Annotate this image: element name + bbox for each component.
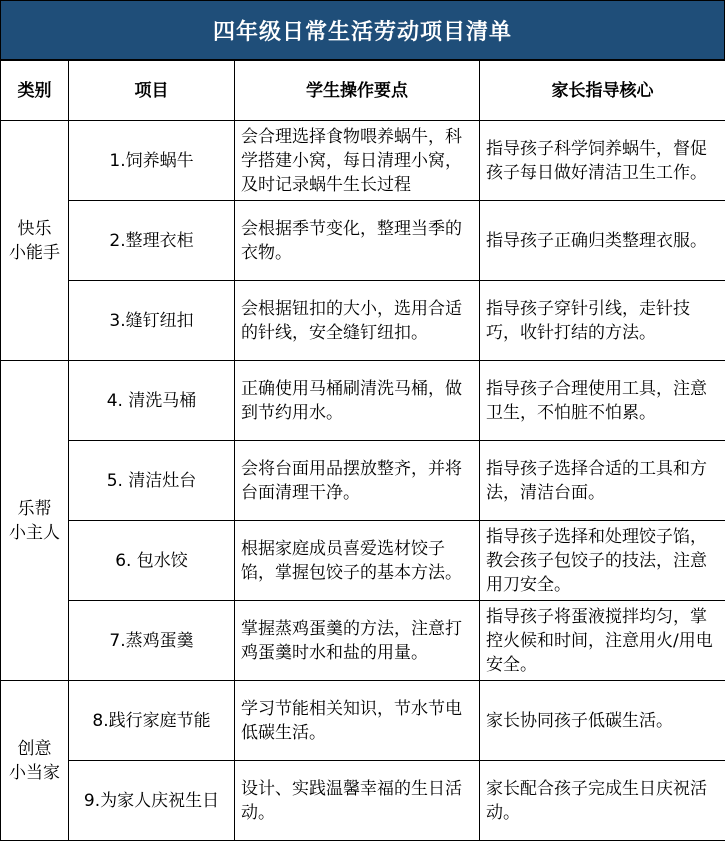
table-row	[1, 601, 725, 681]
student-points-cell: 掌握蒸鸡蛋羹的方法，注意打鸡蛋羹时水和盐的用量。	[235, 601, 480, 681]
category-label-line1: 快乐	[17, 218, 52, 239]
student-points-cell: 学习节能相关知识，节水节电低碳生活。	[235, 681, 480, 761]
parent-guidance-cell: 指导孩子将蛋液搅拌均匀，掌控火候和时间，注意用火/用电安全。	[480, 601, 725, 681]
parent-guidance-cell: 家长配合孩子完成生日庆祝活动。	[480, 761, 725, 841]
parent-guidance-cell: 指导孩子正确归类整理衣服。	[480, 201, 725, 281]
category-cell	[1, 361, 69, 681]
parent-guidance-cell: 家长协同孩子低碳生活。	[480, 681, 725, 761]
table-row	[1, 361, 725, 441]
header-student-points: 学生操作要点	[235, 61, 480, 121]
table-row	[1, 281, 725, 361]
student-points-cell: 会根据季节变化，整理当季的衣物。	[235, 201, 480, 281]
parent-guidance-cell: 指导孩子科学饲养蜗牛，督促孩子每日做好清洁卫生工作。	[480, 121, 725, 201]
student-points-cell: 设计、实践温馨幸福的生日活动。	[235, 761, 480, 841]
parent-guidance-cell: 指导孩子选择合适的工具和方法，清洁台面。	[480, 441, 725, 521]
category-cell	[1, 681, 69, 841]
parent-guidance-cell: 指导孩子合理使用工具，注意卫生，不怕脏不怕累。	[480, 361, 725, 441]
category-cell	[1, 121, 69, 361]
item-cell: 4. 清洗马桶	[69, 361, 235, 441]
table-header-row	[1, 61, 725, 121]
student-points-cell: 会合理选择食物喂养蜗牛，科学搭建小窝，每日清理小窝，及时记录蜗牛生长过程	[235, 121, 480, 201]
table-row	[1, 681, 725, 761]
category-label-line2: 小能手	[9, 242, 60, 263]
table-row	[1, 761, 725, 841]
table-row	[1, 201, 725, 281]
item-cell: 5. 清洁灶台	[69, 441, 235, 521]
student-points-cell: 根据家庭成员喜爱选材饺子馅，掌握包饺子的基本方法。	[235, 521, 480, 601]
student-points-cell: 会根据钮扣的大小，选用合适的针线，安全缝钉纽扣。	[235, 281, 480, 361]
student-points-cell: 会将台面用品摆放整齐，并将台面清理干净。	[235, 441, 480, 521]
item-cell: 2.整理衣柜	[69, 201, 235, 281]
document-title: 四年级日常生活劳动项目清单	[0, 0, 725, 60]
labor-items-table	[0, 60, 725, 841]
category-label-line2: 小当家	[9, 762, 60, 783]
category-label-line1: 创意	[17, 738, 52, 759]
table-row	[1, 521, 725, 601]
category-label-line2: 小主人	[9, 522, 60, 543]
header-category: 类别	[1, 61, 69, 121]
table-row	[1, 441, 725, 521]
table-row	[1, 121, 725, 201]
item-cell: 9.为家人庆祝生日	[69, 761, 235, 841]
header-parent-guidance: 家长指导核心	[480, 61, 725, 121]
parent-guidance-cell: 指导孩子选择和处理饺子馅，教会孩子包饺子的技法，注意用刀安全。	[480, 521, 725, 601]
item-cell: 3.缝钉纽扣	[69, 281, 235, 361]
item-cell: 6. 包水饺	[69, 521, 235, 601]
item-cell: 7.蒸鸡蛋羹	[69, 601, 235, 681]
student-points-cell: 正确使用马桶刷清洗马桶，做到节约用水。	[235, 361, 480, 441]
item-cell: 8.践行家庭节能	[69, 681, 235, 761]
parent-guidance-cell: 指导孩子穿针引线，走针技巧，收针打结的方法。	[480, 281, 725, 361]
category-label-line1: 乐帮	[17, 498, 52, 519]
item-cell: 1.饲养蜗牛	[69, 121, 235, 201]
header-item: 项目	[69, 61, 235, 121]
